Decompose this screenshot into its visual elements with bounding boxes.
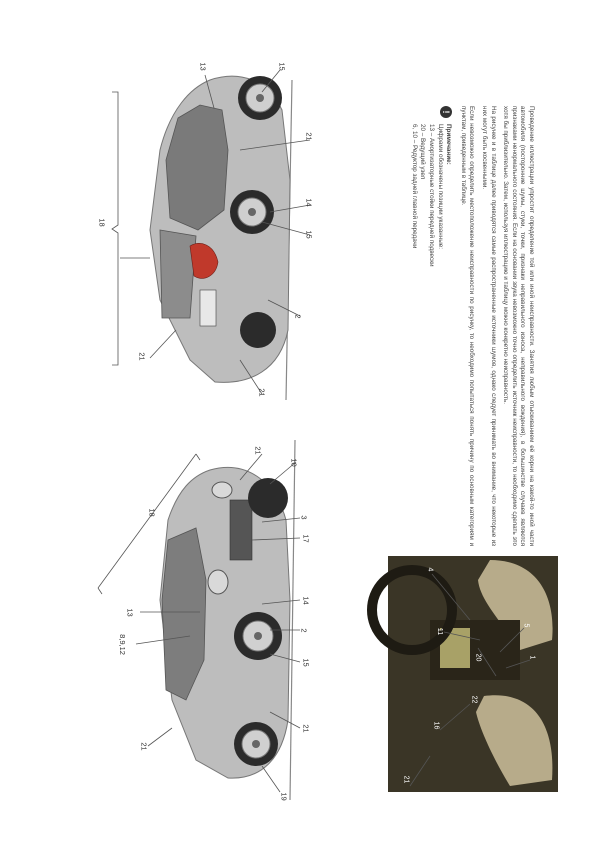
paragraph-1: Проведение иллюстрации упростит определение той или иной неисправности. Занятия любым отыскиванием её корни на какой-то иной части автомобиля (посторонние шумы, стуки, точки, признаки неправильного износа, неправильного вождения), в большинстве случаев являются признаками ненормального состояния. Если на основании звука невозможно точно определить источник неисправности, то необходимо сделать это хотя бы приблизительно. Затем, используя иллюстрацию и таблицу можно конкретно неисправность.	[502, 106, 535, 546]
rear-label-21a: 21	[304, 132, 314, 141]
note-line: 6, 10 – Редуктор задней главной передачи	[410, 124, 418, 249]
warning-icon: !	[440, 106, 452, 118]
description-text-block	[385, 106, 535, 546]
rear-label-15a: 15	[277, 62, 287, 71]
interior-label-20: 20	[474, 653, 482, 662]
rear-label-21c: 21	[257, 388, 267, 397]
note-line: 20 – Ведущий узел	[419, 124, 427, 180]
paragraph-2: На рисунке и в таблице далее приводятся самые распространенные источники шумов, однако следует принимать во внимание, что некоторые из них могут быть косвенными.	[481, 106, 497, 546]
front-label-15: 15	[301, 658, 311, 667]
front-label-21b: 21	[301, 724, 311, 733]
front-label-17: 17	[301, 534, 311, 543]
front-label-3: 3	[299, 515, 309, 520]
front-label-10: 10	[289, 458, 299, 467]
rear-label-15b: 15	[304, 230, 314, 239]
interior-label-4: 4	[426, 567, 434, 572]
front-label-8912: 8,9,12	[117, 634, 127, 655]
note-lines	[409, 124, 452, 266]
front-label-13: 13	[125, 608, 135, 617]
interior-label-21: 21	[402, 775, 410, 784]
rear-label-14: 14	[304, 198, 314, 207]
front-label-19: 19	[279, 792, 289, 801]
rear-label-13: 13	[198, 62, 208, 71]
interior-label-5: 5	[522, 623, 530, 628]
rear-label-21b: 21	[137, 352, 147, 361]
front-label-21c: 21	[139, 742, 149, 751]
front-label-21a: 21	[253, 446, 263, 455]
note-line: Цифрами обозначены позиции указанные:	[436, 124, 444, 249]
rear-label-2: 2	[293, 314, 303, 319]
rear-label-18: 18	[97, 218, 107, 227]
interior-label-1: 1	[528, 655, 536, 660]
front-label-14: 14	[301, 596, 311, 605]
note-title: Примечание:	[445, 124, 453, 165]
interior-label-11: 11	[436, 627, 444, 636]
interior-label-22: 22	[470, 695, 478, 704]
front-label-2: 2	[299, 628, 309, 633]
front-label-18: 18	[147, 508, 157, 517]
paragraph-3: Если невозможно определить местоположение неисправности по рисунку, то необходимо попытаться понять причину по основным категориям и пунктам, приведенным в таблице.	[459, 106, 476, 546]
note-box	[409, 106, 452, 546]
interior-label-16: 16	[432, 721, 440, 730]
note-line: 13 – Амортизаторные стойки передней подвески	[428, 124, 436, 267]
